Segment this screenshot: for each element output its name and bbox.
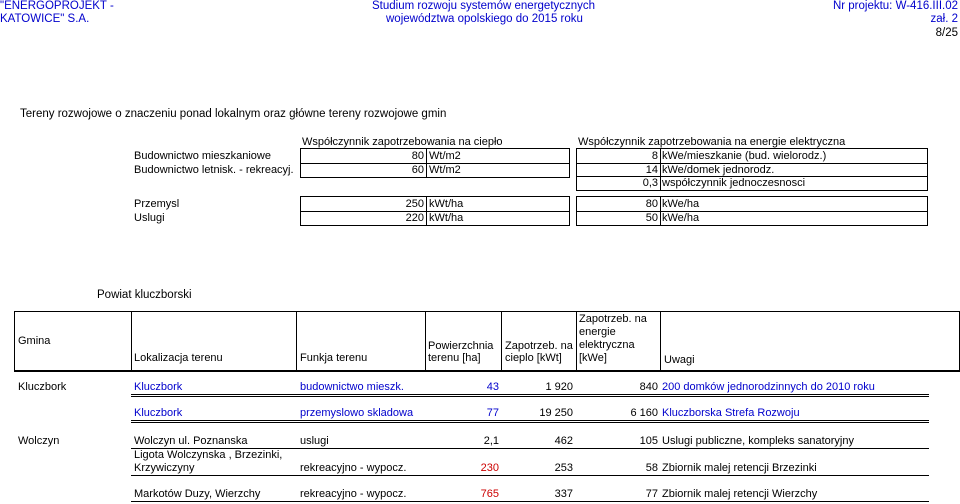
section-title: Tereny rozwojowe o znaczeniu ponad lokalnym oraz główne tereny rozwojowe gmin bbox=[20, 108, 447, 120]
cell-funkcja: przemyslowo skladowa bbox=[300, 407, 414, 419]
cell-gmina: Kluczbork bbox=[18, 381, 67, 393]
page-number: 8/25 bbox=[935, 27, 958, 39]
coef-elec-unit: kWe/ha bbox=[662, 212, 700, 224]
study-title-line2: województwa opolskiego do 2015 roku bbox=[386, 13, 583, 25]
cell-powierzchnia: 2,1 bbox=[483, 435, 499, 447]
coef-elec-value: 80 bbox=[645, 198, 658, 210]
cell-lokalizacja-line2: Krzywiczyny bbox=[134, 462, 195, 474]
row-double-underline bbox=[131, 420, 929, 423]
coef-row-label: Budownictwo letnisk. - rekreacyj. bbox=[134, 164, 294, 176]
coef-heat-unit: kWt/ha bbox=[429, 212, 464, 224]
cell-powierzchnia: 43 bbox=[486, 381, 499, 393]
col-header-funkcja: Funkja terenu bbox=[300, 352, 368, 364]
coef-elec-unit: kWe/domek jednorodz. bbox=[662, 164, 775, 176]
coef-heat-unit: kWt/ha bbox=[429, 198, 464, 210]
cell-energia: 77 bbox=[645, 488, 658, 500]
col-header-energia-3: elektryczna bbox=[579, 339, 635, 351]
coef-heat-unit: Wt/m2 bbox=[429, 164, 461, 176]
cell-uwagi: Zbiornik malej retencji Brzezinki bbox=[662, 462, 817, 474]
cell-lokalizacja: Kluczbork bbox=[134, 381, 183, 393]
heat-coefficient-header: Współczynnik zapotrzebowania na ciepło bbox=[302, 136, 503, 148]
coef-heat-value: 220 bbox=[405, 212, 424, 224]
row-underline bbox=[131, 501, 929, 502]
cell-funkcja: budownictwo mieszk. bbox=[300, 381, 404, 393]
cell-uwagi: Zbiornik malej retencji Wierzchy bbox=[662, 488, 818, 500]
table-col-divider bbox=[576, 311, 577, 371]
cell-cieplo: 253 bbox=[554, 462, 573, 474]
cell-funkcja: uslugi bbox=[300, 435, 329, 447]
company-name-line1: "ENERGOPROJEKT - bbox=[0, 0, 114, 12]
cell-gmina: Wolczyn bbox=[18, 435, 60, 447]
col-header-cieplo-1: Zapotrzeb. na bbox=[505, 340, 573, 352]
cell-uwagi: Uslugi publiczne, kompleks sanatoryjny bbox=[662, 435, 854, 447]
col-header-cieplo-2: cieplo [kWt] bbox=[505, 352, 562, 364]
col-header-gmina: Gmina bbox=[18, 335, 51, 347]
cell-uwagi: Kluczborska Strefa Rozwoju bbox=[662, 407, 800, 419]
cell-uwagi: 200 domków jednorodzinnych do 2010 roku bbox=[662, 381, 875, 393]
table-left-border bbox=[14, 311, 15, 371]
coef-elec-unit: kWe/ha bbox=[662, 198, 700, 210]
col-header-lokalizacja: Lokalizacja terenu bbox=[134, 352, 223, 364]
coef-elec-unit: współczynnik jednoczesnosci bbox=[662, 177, 806, 189]
coef-heat-value: 250 bbox=[405, 198, 424, 210]
company-name-line2: KATOWICE" S.A. bbox=[0, 13, 90, 25]
cell-powierzchnia: 77 bbox=[486, 407, 499, 419]
cell-cieplo: 1 920 bbox=[545, 381, 573, 393]
project-number: Nr projektu: W-416.III.02 bbox=[832, 0, 958, 12]
cell-funkcja: rekreacyjno - wypocz. bbox=[300, 488, 407, 500]
table-col-divider bbox=[296, 311, 297, 371]
cell-powierzchnia: 765 bbox=[480, 488, 499, 500]
attachment-label: zał. 2 bbox=[930, 13, 958, 25]
cell-funkcja: rekreacyjno - wypocz. bbox=[300, 462, 407, 474]
powiat-title: Powiat kluczborski bbox=[97, 289, 192, 301]
coef-elec-value: 8 bbox=[651, 150, 658, 162]
coef-elec-unit: kWe/mieszkanie (bud. wielorodz.) bbox=[662, 150, 827, 162]
electric-frame-divider bbox=[660, 148, 661, 191]
coef-row-label: Uslugi bbox=[134, 212, 165, 224]
table-col-divider bbox=[501, 311, 502, 371]
col-header-energia-4: [kWe] bbox=[579, 352, 607, 364]
coef-row-label: Budownictwo mieszkaniowe bbox=[134, 150, 271, 162]
col-header-powierzchnia-1: Powierzchnia bbox=[428, 340, 494, 352]
cell-cieplo: 462 bbox=[554, 435, 573, 447]
cell-lokalizacja: Ligota Wolczynska , Brzezinki, bbox=[134, 449, 283, 461]
cell-energia: 58 bbox=[645, 462, 658, 474]
cell-lokalizacja: Markotów Duzy, Wierzchy bbox=[134, 488, 261, 500]
coef-elec-value: 0,3 bbox=[642, 177, 658, 189]
cell-energia: 840 bbox=[639, 381, 658, 393]
cell-energia: 105 bbox=[639, 435, 658, 447]
cell-energia: 6 160 bbox=[630, 407, 658, 419]
row-double-underline bbox=[131, 394, 929, 397]
col-header-powierzchnia-2: terenu [ha] bbox=[428, 352, 481, 364]
coef-elec-value: 14 bbox=[645, 164, 658, 176]
table-header-bottom-border bbox=[14, 370, 960, 372]
table-col-divider bbox=[131, 311, 132, 371]
col-header-uwagi: Uwagi bbox=[664, 354, 695, 366]
row-underline bbox=[131, 475, 929, 476]
electric-coefficient-header: Współczynnik zapotrzebowania na energie elektryczna bbox=[578, 136, 846, 148]
cell-cieplo: 337 bbox=[554, 488, 573, 500]
coef-heat-value: 80 bbox=[411, 150, 424, 162]
coef-elec-value: 50 bbox=[645, 212, 658, 224]
table-col-divider bbox=[425, 311, 426, 371]
cell-lokalizacja: Kluczbork bbox=[134, 407, 183, 419]
coef-row-label: Przemysl bbox=[134, 198, 180, 210]
col-header-energia-1: Zapotrzeb. na bbox=[579, 313, 647, 325]
cell-powierzchnia: 230 bbox=[480, 462, 499, 474]
cell-cieplo: 19 250 bbox=[539, 407, 573, 419]
table-col-divider bbox=[660, 311, 661, 371]
coef-heat-unit: Wt/m2 bbox=[429, 150, 461, 162]
coef-heat-value: 60 bbox=[411, 164, 424, 176]
col-header-energia-2: energie bbox=[579, 326, 616, 338]
study-title-line1: Studium rozwoju systemów energetycznych bbox=[372, 0, 596, 12]
cell-lokalizacja: Wolczyn ul. Poznanska bbox=[134, 435, 248, 447]
table-top-border bbox=[14, 311, 960, 312]
